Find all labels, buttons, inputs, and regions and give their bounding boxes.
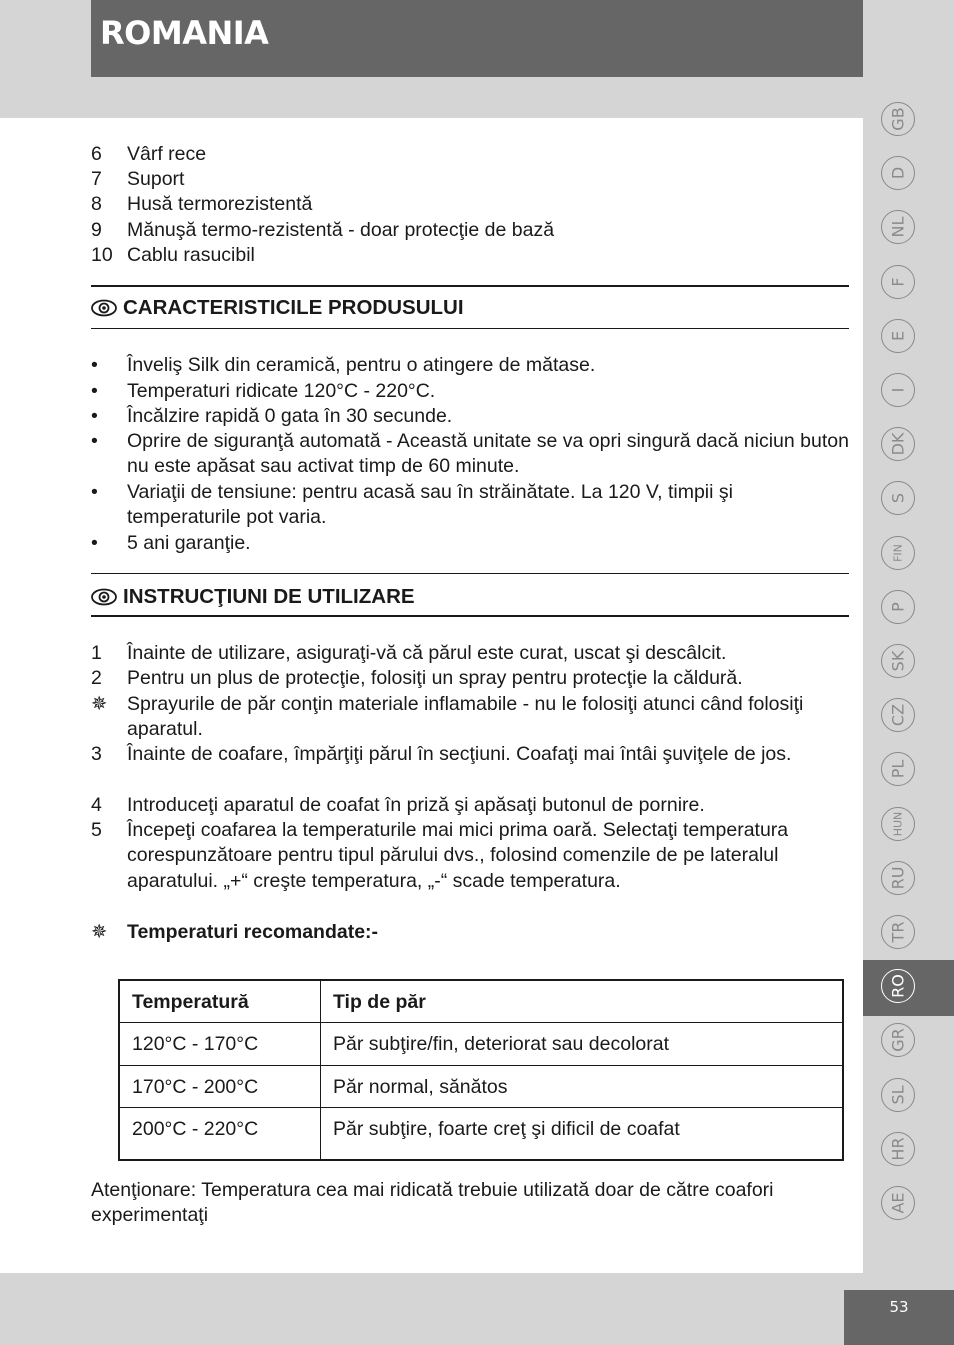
star-icon: ✵ [91,693,108,715]
language-tab-hun[interactable]: HUN [881,807,915,841]
table-header-row [120,981,842,1023]
language-tab-tr[interactable]: TR [881,915,915,949]
language-tab-s[interactable]: S [881,481,915,515]
language-tab-e[interactable]: E [881,319,915,353]
language-tab-gr[interactable]: GR [881,1023,915,1057]
language-tab-ru[interactable]: RU [881,861,915,895]
section-rule-bottom [91,328,849,329]
section-heading-features: CARACTERISTICILE PRODUSULUI [91,296,464,320]
footer-box [337,1273,844,1345]
table-cell: 170°C - 200°C [120,1066,321,1107]
table-row [120,1066,842,1108]
table-header-cell: Tip de păr [333,991,426,1013]
page-number-box [844,1290,954,1345]
header-bar [91,0,863,77]
page-title: ROMANIA [100,14,269,52]
table-cell: 120°C - 170°C [120,1023,321,1065]
language-tab-hr[interactable]: HR [881,1132,915,1166]
language-tab-nl[interactable]: NL [881,210,915,244]
language-tab-cz[interactable]: CZ [881,698,915,732]
section-rule-top [91,285,849,287]
language-tab-sl[interactable]: SL [881,1078,915,1112]
language-tab-ro[interactable]: RO [881,969,915,1003]
language-tab-f[interactable]: F [881,265,915,299]
page-number: 53 [889,1298,909,1316]
language-tab-ae[interactable]: AE [881,1186,915,1220]
language-tab-dk[interactable]: DK [881,427,915,461]
table-cell: Păr normal, sănătos [333,1076,508,1098]
table-cell: Păr subţire/fin, deteriorat sau decolorat [333,1033,670,1055]
table-header-cell: Temperatură [120,981,321,1022]
language-sidebar [863,92,954,1252]
warning-note: Atenţionare: Temperatura cea mai ridicată trebuie utilizată doar de către coafori experimentaţi [91,1179,774,1227]
language-tab-p[interactable]: P [881,590,915,624]
language-tab-gb[interactable]: GB [881,102,915,136]
table-row [120,1023,842,1066]
table-cell: Păr subţire, foarte creţ şi dificil de coafat [333,1118,680,1140]
section-heading-instructions: INSTRUCŢIUNI DE UTILIZARE [91,585,415,609]
section-rule-bottom [91,615,849,617]
star-icon: ✵ [91,921,108,943]
language-tab-fin[interactable]: FIN [881,536,915,570]
section-rule-top [91,573,849,574]
table-cell: 200°C - 220°C [120,1108,321,1159]
language-tab-d[interactable]: D [881,156,915,190]
table-row [120,1108,842,1159]
temperature-table [118,979,844,1161]
language-tab-i[interactable]: I [881,373,915,407]
eye-icon [91,296,123,320]
eye-icon [91,585,123,609]
language-tab-pl[interactable]: PL [881,752,915,786]
language-tab-sk[interactable]: SK [881,644,915,678]
